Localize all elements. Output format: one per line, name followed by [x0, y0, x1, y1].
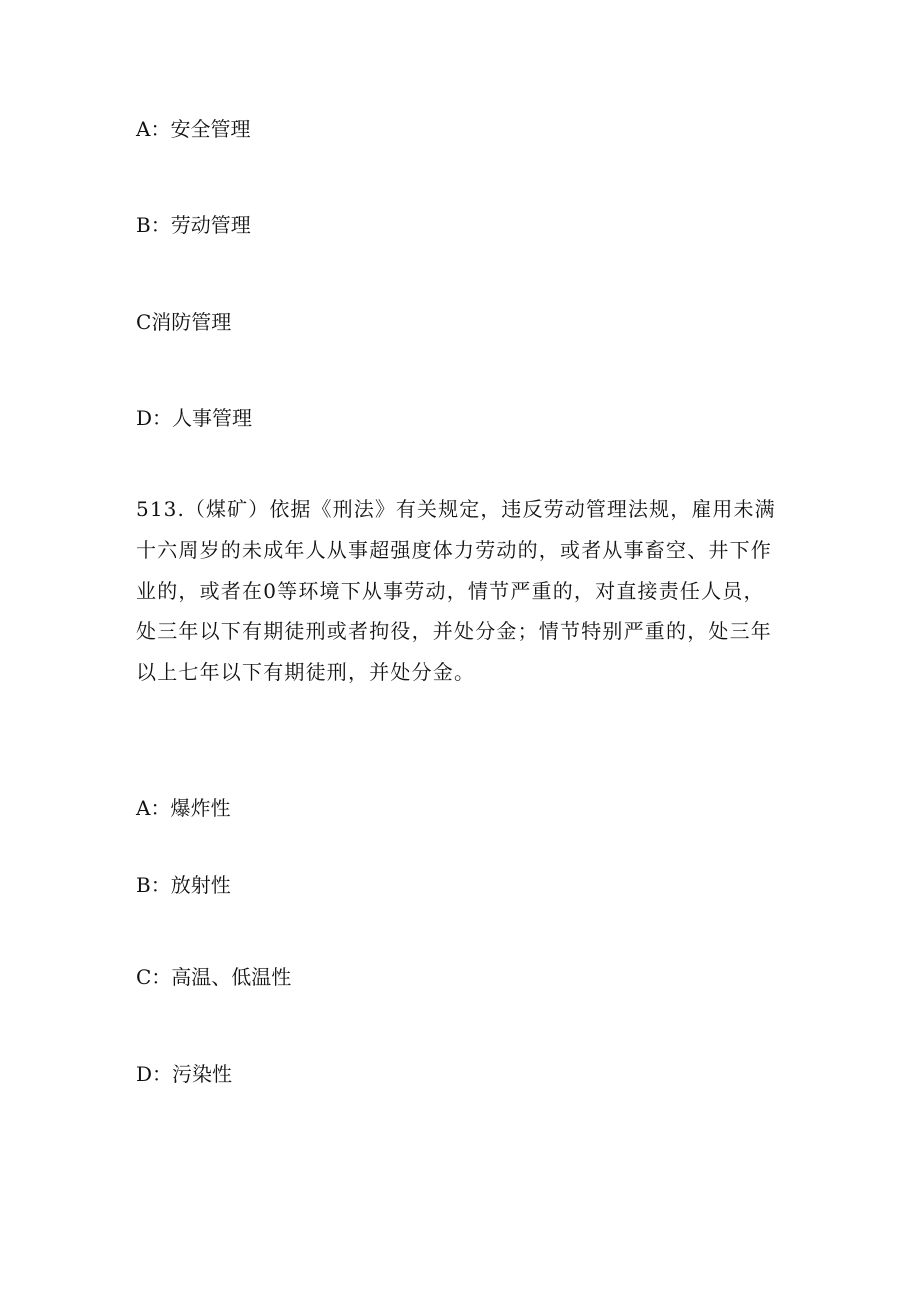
question-line-3: 业的，或者在0等环境下从事劳动，情节严重的，对直接责任人员， — [136, 578, 765, 603]
option-c: C：高温、低温性 — [136, 965, 292, 989]
question-513-stem — [136, 497, 786, 701]
option-b: B：放射性 — [136, 873, 231, 897]
option-b: B：劳动管理 — [136, 213, 251, 237]
option-c: C消防管理 — [136, 310, 232, 334]
question-line-5: 以上七年以下有期徒刑，并处分金。 — [136, 660, 476, 685]
question-line-1: 513.（煤矿）依据《刑法》有关规定，违反劳动管理法规，雇用未满 — [136, 497, 776, 521]
option-a: A：安全管理 — [136, 117, 251, 141]
option-d: D：污染性 — [136, 1062, 233, 1086]
question-line-2: 十六周岁的未成年人从事超强度体力劳动的，或者从事畜空、井下作 — [136, 537, 772, 562]
option-a: A：爆炸性 — [136, 796, 231, 820]
option-d: D：人事管理 — [136, 406, 253, 430]
question-line-4: 处三年以下有期徒刑或者拘役，并处分金；情节特别严重的，处三年 — [136, 619, 772, 644]
